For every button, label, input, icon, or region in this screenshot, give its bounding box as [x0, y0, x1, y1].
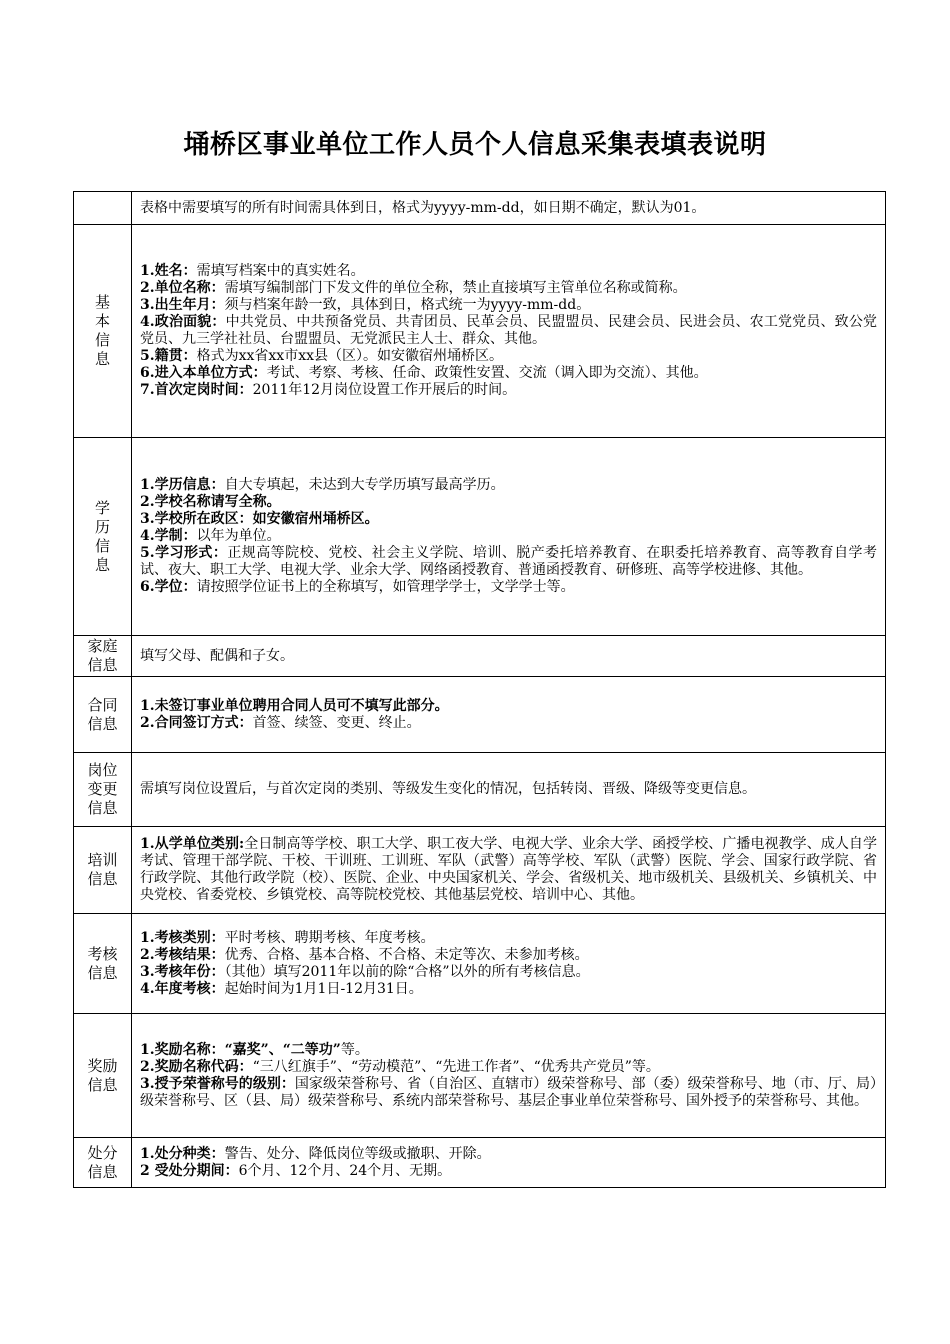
field-description: 首签、续签、变更、终止。	[252, 714, 421, 731]
field-description: 警告、处分、降低岗位等级或撤职、开除。	[224, 1145, 491, 1162]
field-description: 2011年12月岗位设置工作开展后的时间。	[252, 382, 517, 398]
instruction-line	[140, 545, 877, 579]
row-content-cell	[132, 753, 886, 827]
instruction-line	[140, 314, 877, 348]
field-name: 1.考核类别：	[140, 929, 225, 946]
row-label-cell	[74, 827, 132, 914]
field-description: 填写父母、配偶和子女。	[140, 647, 294, 664]
field-name: 1.未签订事业单位聘用合同人员可不填写此部分。	[140, 697, 449, 714]
table-row	[74, 753, 886, 827]
row-label: 基本信息	[94, 293, 110, 368]
instruction-line	[140, 964, 877, 981]
row-label-cell	[74, 677, 132, 753]
field-description: 起始时间为1月1日-12月31日。	[224, 980, 423, 997]
field-name: 1.从学单位类别:	[140, 836, 245, 852]
field-description: 以年为单位。	[196, 528, 281, 544]
field-name: 5.学习形式：	[140, 545, 228, 561]
field-description: 请按照学位证书上的全称填写，如管理学学士，文学学士等。	[196, 579, 575, 595]
instruction-line	[140, 280, 877, 297]
field-description: 正规高等院校、党校、社会主义学院、培训、脱产委托培养教育、在职委托培养教育、高等教育自学考试、夜大、职工大学、电视大学、业余大学、网络函授教育、普通函授教育、研修班、高等学校进修、其他。	[140, 545, 877, 578]
row-content-cell	[132, 225, 886, 438]
field-description: 自大专填起，未达到大专学历填写最高学历。	[224, 477, 505, 493]
field-name: 1.奖励名称：“嘉奖”、“二等功”	[140, 1041, 341, 1058]
field-name: 3.学校所在政区：如安徽宿州埇桥区。	[140, 511, 379, 527]
row-label: 处分信息	[87, 1143, 118, 1181]
field-name: 2.考核结果：	[140, 946, 225, 963]
instruction-line	[140, 200, 877, 217]
instruction-line	[140, 494, 877, 511]
field-name: 6.学位：	[140, 579, 197, 595]
table-row	[74, 438, 886, 636]
instruction-line	[140, 528, 877, 545]
field-description: 需填写档案中的真实姓名。	[196, 263, 365, 279]
field-name: 2.奖励名称代码：	[140, 1058, 253, 1075]
row-label-cell	[74, 438, 132, 636]
row-label-cell	[74, 1014, 132, 1138]
field-description: “三八红旗手”、“劳动模范”、“先进工作者”、“优秀共产党员”等。	[252, 1058, 660, 1075]
field-description: （其他）填写2011年以前的除“合格”以外的所有考核信息。	[224, 963, 590, 980]
page-title: 埇桥区事业单位工作人员个人信息采集表填表说明	[183, 130, 767, 160]
table-row	[74, 1138, 886, 1188]
field-name: 2 受处分期间：	[140, 1162, 239, 1179]
row-content-cell	[132, 438, 886, 636]
table-row	[74, 914, 886, 1014]
field-name: 1.处分种类：	[140, 1145, 225, 1162]
field-description: 平时考核、聘期考核、年度考核。	[224, 929, 435, 946]
row-label-cell	[74, 192, 132, 225]
field-description: 6个月、12个月、24个月、无期。	[238, 1162, 452, 1179]
field-name: 1.学历信息：	[140, 477, 225, 493]
field-description: 需填写编制部门下发文件的单位全称，禁止直接填写主管单位名称或简称。	[224, 280, 687, 296]
table-row	[74, 827, 886, 914]
field-description: 全日制高等学校、职工大学、职工夜大学、电视大学、业余大学、函授学校、广播电视教学、成人自学考试、管理干部学院、干校、干训班、工训班、军队（武警）高等学校、军队（武警）医院、学会、国家行政学院、省行政学院、其他行政学院（校）、医院、企业、中央国家机关、学会、省级机关、地市级机关、县级机关、乡镇机关、中央党校、省委党校、乡镇党校、高等院校党校、其他基层党校、培训中心、其他。	[140, 836, 877, 903]
row-label: 培训信息	[87, 851, 118, 888]
instruction-line	[140, 981, 877, 998]
table-row	[74, 1014, 886, 1138]
field-name: 5.籍贯：	[140, 348, 197, 364]
field-name: 3.考核年份：	[140, 963, 225, 980]
field-name: 4.学制：	[140, 528, 197, 544]
instruction-line	[140, 297, 877, 314]
instruction-line	[140, 781, 877, 798]
field-description: 中共党员、中共预备党员、共青团员、民革会员、民盟盟员、民建会员、民进会员、农工党党员、致公党党员、九三学社社员、台盟盟员、无党派民主人士、群众、其他。	[140, 314, 877, 347]
instruction-line	[140, 477, 877, 494]
row-label: 家庭信息	[87, 637, 118, 674]
row-content-cell	[132, 827, 886, 914]
field-name: 2.学校名称请写全称。	[140, 494, 281, 510]
field-name: 7.首次定岗时间：	[140, 382, 253, 398]
instruction-line	[140, 382, 877, 399]
instruction-line	[140, 930, 877, 947]
row-label: 学历信息	[94, 498, 110, 574]
table-row	[74, 192, 886, 225]
table-row	[74, 225, 886, 438]
field-name: 3.出生年月：	[140, 297, 225, 313]
row-content-cell	[132, 914, 886, 1014]
field-name: 4.政治面貌：	[140, 314, 226, 330]
instruction-line	[140, 365, 877, 382]
instruction-line	[140, 1076, 877, 1110]
field-name: 6.进入本单位方式：	[140, 365, 267, 381]
table-row	[74, 636, 886, 677]
row-content-cell	[132, 677, 886, 753]
row-content-cell	[132, 636, 886, 677]
field-description: 优秀、合格、基本合格、不合格、未定等次、未参加考核。	[224, 946, 589, 963]
instruction-line	[140, 648, 877, 665]
row-label-cell	[74, 636, 132, 677]
field-description: 等。	[340, 1041, 369, 1058]
field-description: 格式为xx省xx市xx县（区）。如安徽宿州埇桥区。	[196, 348, 503, 364]
row-label: 奖励信息	[87, 1056, 118, 1094]
instruction-line	[140, 348, 877, 365]
instruction-line	[140, 1059, 877, 1076]
row-label: 合同信息	[87, 695, 118, 733]
row-label-cell	[74, 225, 132, 438]
table-row	[74, 677, 886, 753]
instruction-line	[140, 698, 877, 715]
field-description: 需填写岗位设置后，与首次定岗的类别、等级发生变化的情况，包括转岗、晋级、降级等变更信息。	[140, 781, 756, 797]
row-content-cell	[132, 1138, 886, 1188]
instruction-line	[140, 836, 877, 904]
field-name: 2.合同签订方式：	[140, 714, 253, 731]
field-description: 表格中需要填写的所有时间需具体到日，格式为yyyy-mm-dd，如日期不确定，默认为01。	[140, 199, 706, 216]
field-name: 4.年度考核：	[140, 980, 225, 997]
instruction-line	[140, 1042, 877, 1059]
field-description: 考试、考察、考核、任命、政策性安置、交流（调入即为交流）、其他。	[266, 365, 708, 381]
row-label: 岗位变更信息	[87, 761, 118, 817]
instruction-line	[140, 947, 877, 964]
row-label-cell	[74, 1138, 132, 1188]
field-name: 2.单位名称：	[140, 280, 225, 296]
row-label: 考核信息	[87, 944, 118, 982]
field-description: 须与档案年龄一致，具体到日，格式统一为yyyy-mm-dd。	[224, 297, 591, 313]
field-description: 国家级荣誉称号、省（自治区、直辖市）级荣誉称号、部（委）级荣誉称号、地（市、厅、局）级荣誉称号、区（县、局）级荣誉称号、系统内部荣誉称号、基层企事业单位荣誉称号、国外授予的荣誉称号、其他。	[140, 1075, 877, 1109]
instruction-line	[140, 715, 877, 732]
field-name: 3.授予荣誉称号的级别：	[140, 1075, 295, 1092]
field-name: 1.姓名：	[140, 263, 197, 279]
row-content-cell	[132, 192, 886, 225]
instruction-line	[140, 579, 877, 596]
row-content-cell	[132, 1014, 886, 1138]
instruction-line	[140, 1163, 877, 1180]
instruction-line	[140, 263, 877, 280]
instruction-line	[140, 511, 877, 528]
instruction-line	[140, 1146, 877, 1163]
row-label-cell	[74, 753, 132, 827]
row-label-cell	[74, 914, 132, 1014]
instruction-table	[73, 191, 886, 1188]
